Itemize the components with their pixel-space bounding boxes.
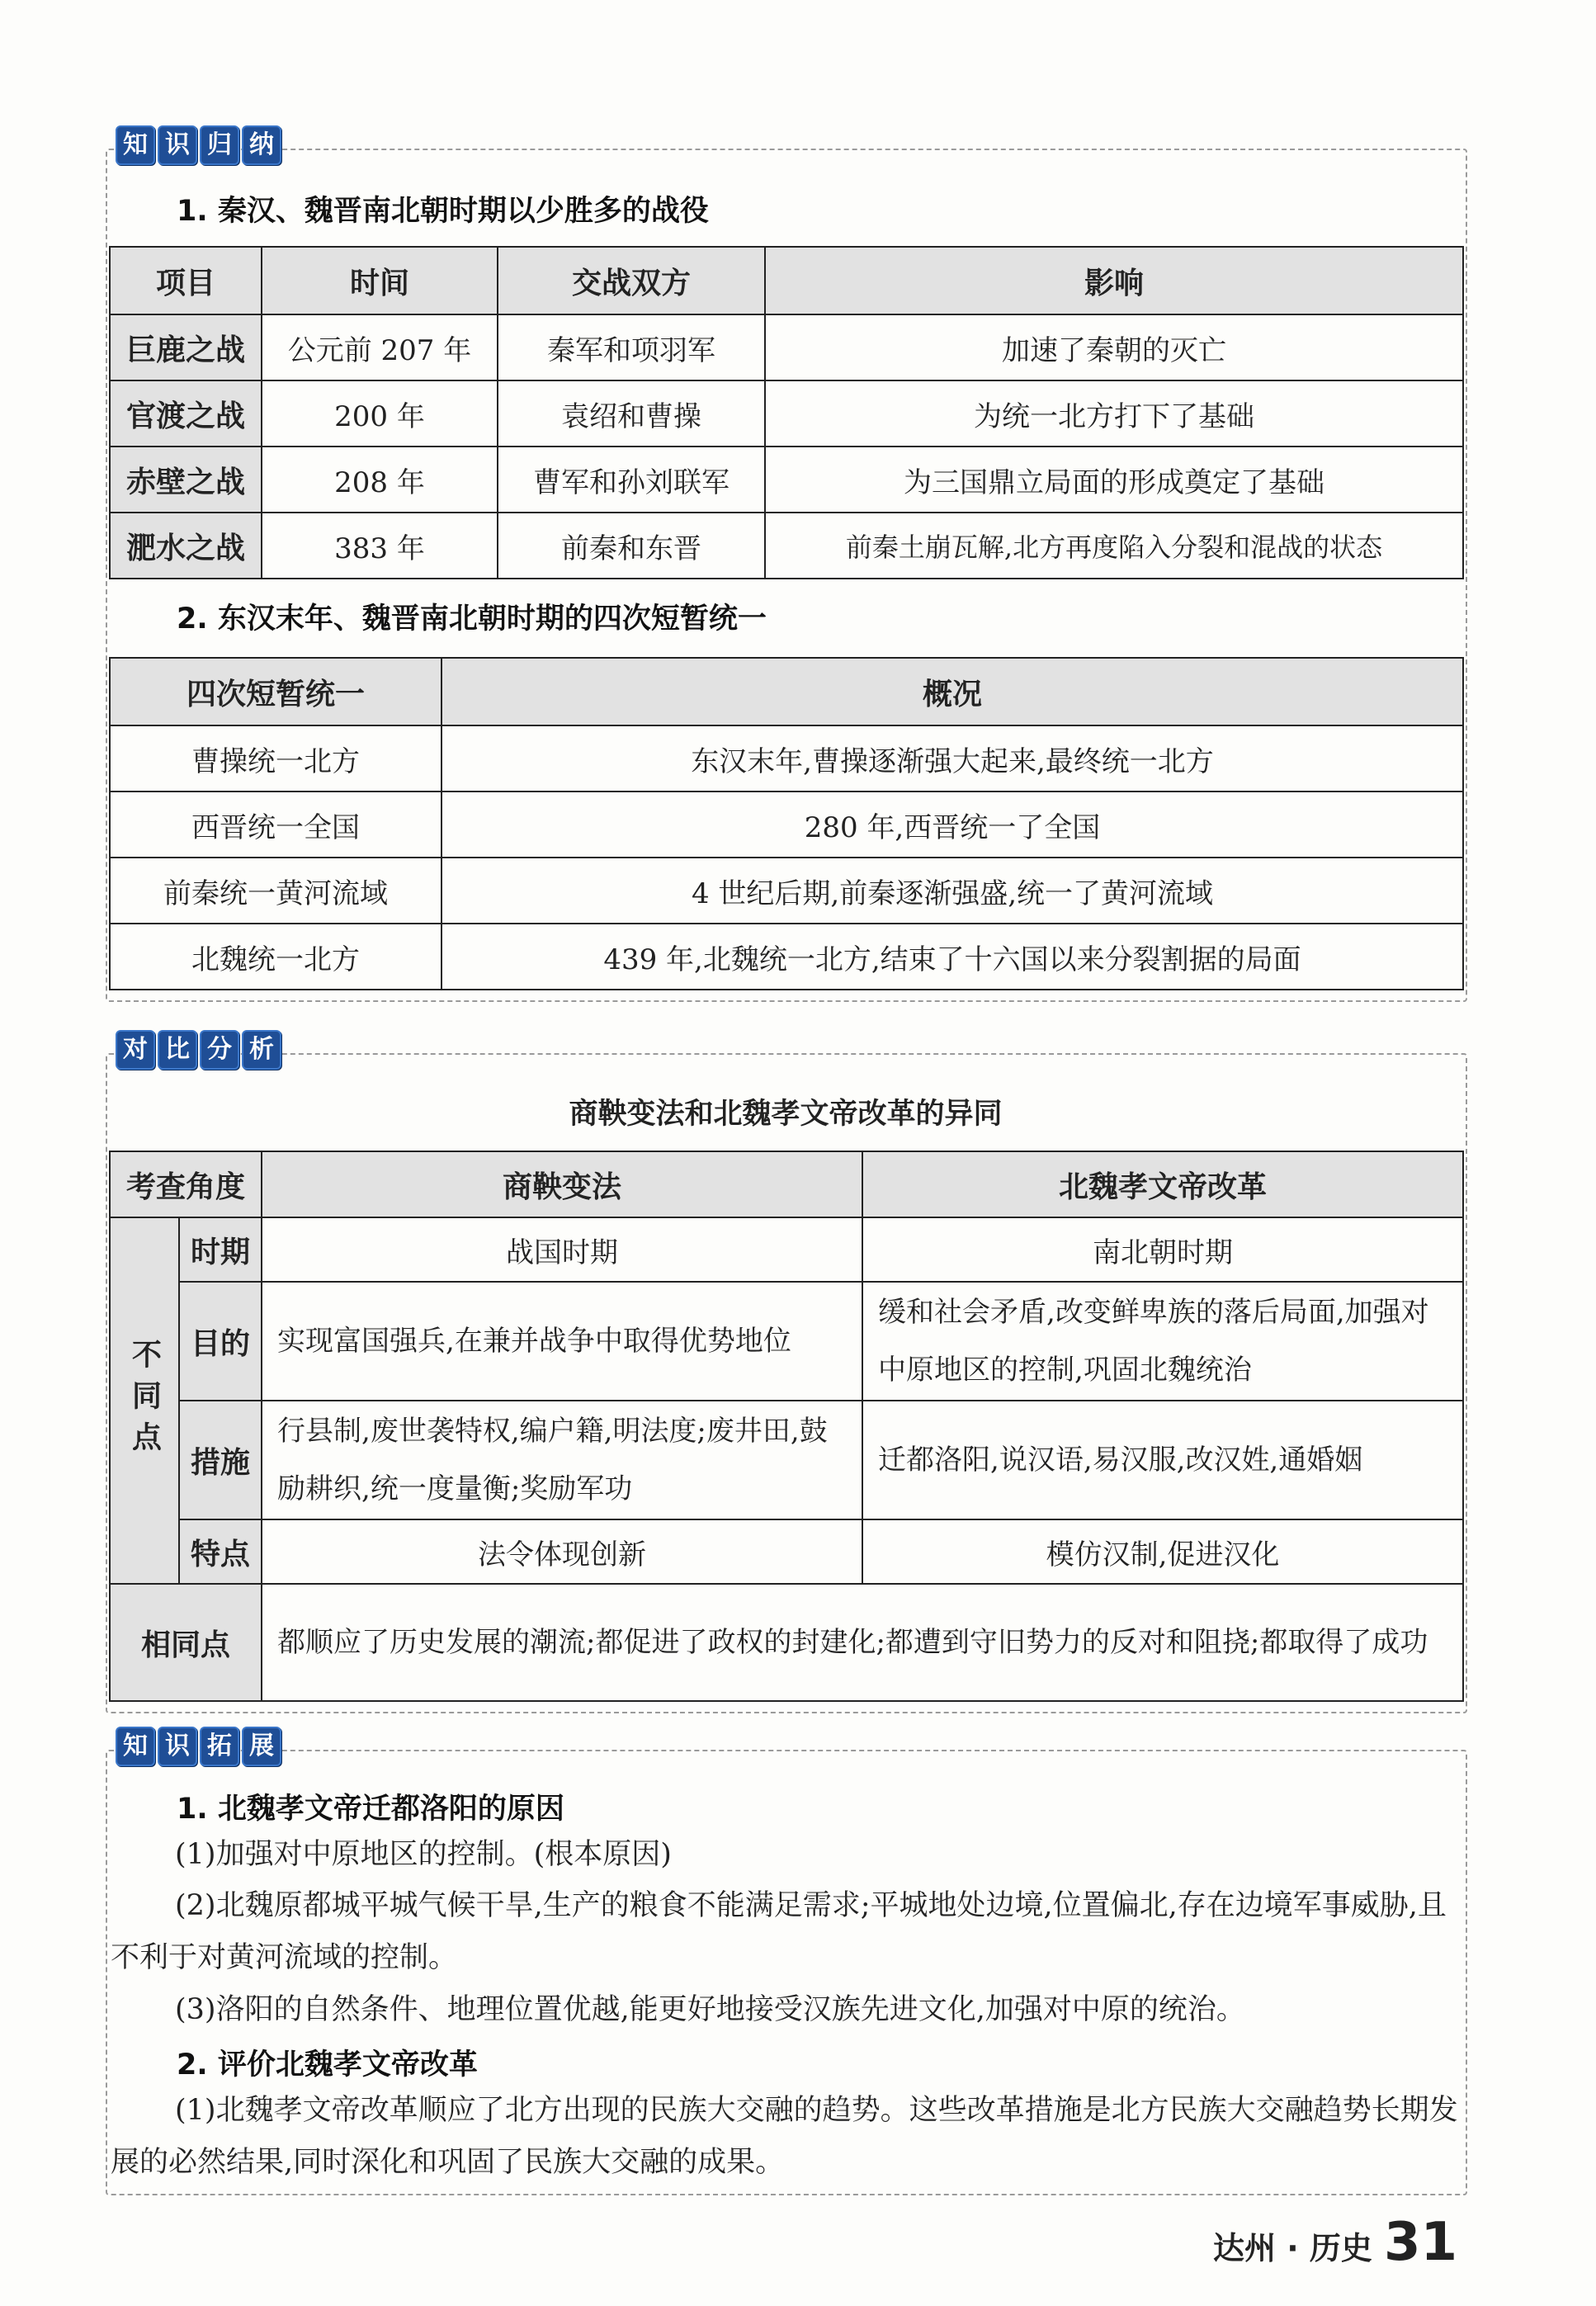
table-cell: 东汉末年,曹操逐渐强大起来,最终统一北方 (441, 725, 1463, 792)
table-header: 四次短暂统一 (110, 658, 441, 725)
tag-char: 识 (158, 125, 197, 165)
table-header: 影响 (765, 247, 1463, 314)
comparison-tag (116, 1030, 281, 1070)
table-cell: 北魏统一北方 (110, 924, 441, 990)
table-row (110, 924, 1463, 990)
table-header: 北魏孝文帝改革 (862, 1151, 1463, 1217)
table-row (110, 380, 1463, 447)
table-cell: 208 年 (262, 447, 498, 513)
knowledge-summary-tag (116, 125, 281, 165)
table-cell: 战国时期 (262, 1217, 862, 1282)
table-row (110, 1401, 1463, 1519)
tag-char: 分 (200, 1030, 239, 1070)
same-label: 相同点 (110, 1584, 262, 1701)
table-cell: 特点 (179, 1519, 262, 1584)
table-row (110, 1282, 1463, 1401)
table-cell: 模仿汉制,促进汉化 (862, 1519, 1463, 1584)
table-cell: 时期 (179, 1217, 262, 1282)
paragraph: (1)加强对中原地区的控制。(根本原因) (175, 1838, 672, 1871)
table-row (110, 1217, 1463, 1282)
comparison-table (109, 1151, 1464, 1702)
tag-char: 拓 (200, 1727, 239, 1766)
tag-char: 比 (158, 1030, 197, 1070)
table-cell: 前秦和东晋 (498, 513, 765, 579)
tag-char: 析 (242, 1030, 281, 1070)
table-row (110, 792, 1463, 858)
table-cell: 巨鹿之战 (110, 314, 262, 380)
page-number: 31 (1383, 2212, 1457, 2273)
table-cell: 实现富国强兵,在兼并战争中取得优势地位 (262, 1282, 862, 1401)
heading-evaluate-reform: 2. 评价北魏孝文帝改革 (177, 2048, 478, 2082)
table-header: 考查角度 (110, 1151, 262, 1217)
table-row (110, 447, 1463, 513)
paragraph: (1)北魏孝文帝改革顺应了北方出现的民族大交融的趋势。这些改革措施是北方民族大交融趋势长期发展的必然结果,同时深化和巩固了民族大交融的成果。 (111, 2094, 1458, 2179)
table-row (110, 513, 1463, 579)
table-cell: 行县制,废世袭特权,编户籍,明法度;废井田,鼓励耕织,统一度量衡;奖励军功 (262, 1401, 862, 1519)
tag-char: 归 (200, 125, 239, 165)
tag-char: 知 (116, 1727, 155, 1766)
table-cell: 措施 (179, 1401, 262, 1519)
table-header: 项目 (110, 247, 262, 314)
table-header: 交战双方 (498, 247, 765, 314)
table-header: 时间 (262, 247, 498, 314)
tag-char: 纳 (242, 125, 281, 165)
table-row (110, 858, 1463, 924)
table-cell: 前秦统一黄河流域 (110, 858, 441, 924)
heading-battles: 1. 秦汉、魏晋南北朝时期以少胜多的战役 (177, 195, 709, 228)
battles-table (109, 246, 1464, 579)
page-footer (1213, 2212, 1457, 2273)
table-cell: 200 年 (262, 380, 498, 447)
table-cell: 曹军和孙刘联军 (498, 447, 765, 513)
unifications-table (109, 657, 1464, 990)
table-cell: 439 年,北魏统一北方,结束了十六国以来分裂割据的局面 (441, 924, 1463, 990)
difference-label: 不同点 (110, 1217, 179, 1584)
table-cell: 赤壁之战 (110, 447, 262, 513)
table-cell: 加速了秦朝的灭亡 (765, 314, 1463, 380)
table-cell: 4 世纪后期,前秦逐渐强盛,统一了黄河流域 (441, 858, 1463, 924)
table-cell: 秦军和项羽军 (498, 314, 765, 380)
extension-tag (116, 1727, 281, 1766)
table-cell: 南北朝时期 (862, 1217, 1463, 1282)
table-cell: 为统一北方打下了基础 (765, 380, 1463, 447)
table-cell: 公元前 207 年 (262, 314, 498, 380)
table-cell: 缓和社会矛盾,改变鲜卑族的落后局面,加强对中原地区的控制,巩固北魏统治 (862, 1282, 1463, 1401)
table-header: 商鞅变法 (262, 1151, 862, 1217)
table-cell: 曹操统一北方 (110, 725, 441, 792)
comparison-title: 商鞅变法和北魏孝文帝改革的异同 (569, 1098, 1003, 1131)
table-cell: 目的 (179, 1282, 262, 1401)
paragraph: (3)洛阳的自然条件、地理位置优越,能更好地接受汉族先进文化,加强对中原的统治。 (175, 1993, 1245, 2026)
table-cell: 迁都洛阳,说汉语,易汉服,改汉姓,通婚姻 (862, 1401, 1463, 1519)
table-row (110, 1519, 1463, 1584)
table-cell: 法令体现创新 (262, 1519, 862, 1584)
table-row (110, 314, 1463, 380)
heading-unifications: 2. 东汉末年、魏晋南北朝时期的四次短暂统一 (177, 602, 767, 636)
table-cell: 前秦土崩瓦解,北方再度陷入分裂和混战的状态 (765, 513, 1463, 579)
table-row (110, 725, 1463, 792)
tag-char: 识 (158, 1727, 197, 1766)
table-cell: 280 年,西晋统一了全国 (441, 792, 1463, 858)
heading-move-capital: 1. 北魏孝文帝迁都洛阳的原因 (177, 1793, 564, 1826)
table-cell: 官渡之战 (110, 380, 262, 447)
tag-char: 知 (116, 125, 155, 165)
paragraph: (2)北魏原都城平城气候干旱,生产的粮食不能满足需求;平城地处边境,位置偏北,存在边境军事威胁,且不利于对黄河流域的控制。 (111, 1889, 1447, 1974)
table-row (110, 1584, 1463, 1701)
table-cell: 383 年 (262, 513, 498, 579)
tag-char: 对 (116, 1030, 155, 1070)
tag-char: 展 (242, 1727, 281, 1766)
footer-subject: 达州 · 历史 (1213, 2230, 1372, 2266)
table-cell: 为三国鼎立局面的形成奠定了基础 (765, 447, 1463, 513)
table-cell: 淝水之战 (110, 513, 262, 579)
table-header: 概况 (441, 658, 1463, 725)
table-cell: 袁绍和曹操 (498, 380, 765, 447)
table-cell: 都顺应了历史发展的潮流;都促进了政权的封建化;都遭到守旧势力的反对和阻挠;都取得了成功 (262, 1584, 1463, 1701)
table-cell: 西晋统一全国 (110, 792, 441, 858)
